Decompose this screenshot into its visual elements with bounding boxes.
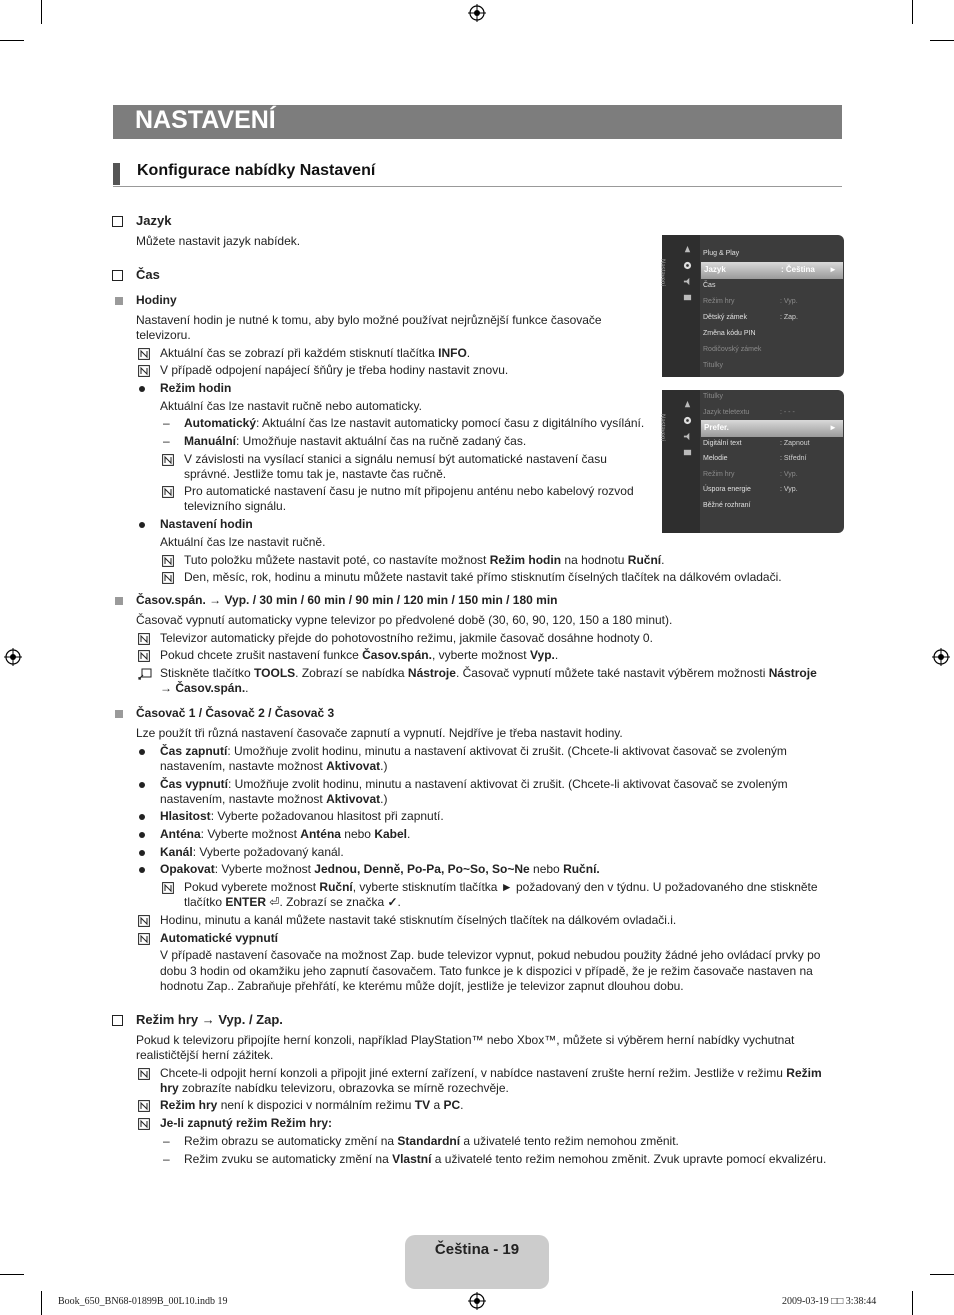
text-line: Pokud chcete zrušit nastavení funkce Časov.spán., vyberte možnost Vyp.. [160,648,559,662]
crop-mark [930,1274,954,1275]
menu-item-value: : Vyp. [780,470,798,478]
crop-mark [41,1291,42,1315]
dash-bullet-icon: – [163,1134,170,1148]
dot-bullet-icon [139,832,145,838]
menu-item-value: : Čeština [781,265,815,274]
text-line: V případě odpojení napájecí šňůry je třeba hodiny nastavit znovu. [160,363,509,377]
arrow-right-icon: ► [829,423,837,432]
note-icon [162,881,174,893]
menu-sidebar [662,235,700,377]
note-icon [138,1067,150,1079]
page-title-bar [113,105,842,139]
menu-item-label: Změna kódu PIN [703,330,756,337]
registration-mark-icon [4,648,22,666]
text-line: Režim hry není k dispozici v normálním režimu TV a PC. [160,1098,464,1112]
text-line: Čas [136,267,160,282]
note-icon [138,932,150,944]
text-line: Pokud k televizoru připojíte herní konzoli, například PlayStation™ nebo Xbox™, můžete si výběrem herní nabídky vychutnat [136,1033,795,1047]
text-line: Automatické vypnutí [160,931,279,945]
menu-item-label: Režim hry [703,470,735,478]
text-line: Nastavení hodin [160,517,253,531]
dot-bullet-icon [139,386,145,392]
text-line: Aktuální čas lze nastavit ručně. [160,535,326,549]
menu-item-label: Běžné rozhraní [703,501,751,509]
text-line: Anténa: Vyberte možnost Anténa nebo Kabel. [160,827,411,841]
text-line: Den, měsíc, rok, hodinu a minutu můžete nastavit také přímo stisknutím číselných tlačítek na dálkovém ovladači. [184,570,782,584]
note-icon [162,453,174,465]
picture-icon [683,245,692,254]
page-number-tab [405,1235,549,1289]
text-line: hodnotu Zap.. Zabraňuje přehřátí, ke kterému může dojít, jestliže je televizor zapnut dlouhou dobu. [160,979,684,993]
menu-item-label: Rodičovský zámek [703,346,762,353]
crop-mark [0,40,24,41]
section-heading [113,160,842,187]
arrow-right-icon: ► [829,265,837,274]
note-icon [138,347,150,359]
menu-item-label: Plug & Play [703,250,740,257]
dot-bullet-icon [139,814,145,820]
checkbox-bullet-icon [112,216,123,227]
text-line: Čas zapnutí: Umožňuje zvolit hodinu, minutu a nastavení aktivovat či zrušit. (Chcete-li aktivovat časovač se zvoleným [160,744,787,758]
text-line: Režim hodin [160,381,232,395]
menu-item-value: : - - - [780,408,795,416]
text-line: Režim obrazu se automaticky změní na Standardní a uživatelé tento režim nemohou změnit. [184,1134,679,1148]
text-line: nastavením, nastavte možnost Aktivovat.) [160,759,388,773]
text-line: Pokud vyberete možnost Ruční, vyberte stisknutím tlačítka ► požadovaný den v týdnu. U požadovaného dne stiskněte [184,880,818,894]
dash-bullet-icon: – [163,434,170,448]
dash-bullet-icon: – [163,416,170,430]
text-line: Manuální: Umožňuje nastavit aktuální čas na ručně zadaný čas. [184,434,527,448]
text-line: televizního signálu. [184,499,287,513]
text-line: Hodinu, minutu a kanál můžete nastavit také stisknutím číselných tlačítek na dálkovém ovladači.i. [160,913,677,927]
menu-item-value: : Vyp. [780,486,798,493]
setup-icon [683,416,692,425]
section-title: Konfigurace nabídky Nastavení [137,162,376,179]
text-line: Chcete-li odpojit herní konzoli a připojit jiné externí zařízení, v nabídce nastavení zrušte herní režim. Jestliže v režimu Režim [160,1066,822,1080]
text-line: Automatický: Aktuální čas lze nastavit automaticky pomocí času z digitálního vysílání. [184,416,645,430]
square-bullet-icon [115,710,123,718]
text-line: Hodiny [136,293,177,307]
menu-item-value: : Zap. [780,314,798,321]
text-line: dobu 3 hodin od okamžiku jeho zapnutí časovačem. Tato funkce je k dispozici v případě, že je režim časovače nastaven na [160,964,813,978]
menu-screenshot-preferences [659,390,844,533]
menu-highlight [701,420,843,437]
text-line: Časov.spán. → Vyp. / 30 min / 60 min / 90 min / 120 min / 150 min / 180 min [136,593,558,607]
note-icon [138,649,150,661]
dot-bullet-icon [139,850,145,856]
crop-mark [930,40,954,41]
text-line: Čas vypnutí: Umožňuje zvolit hodinu, minutu a nastavení aktivovat či zrušit. (Chcete-li aktivovat časovač se zvoleným [160,777,788,791]
menu-side-label: Nastavení [659,259,665,287]
square-bullet-icon [115,297,123,305]
sound-icon [683,432,692,441]
menu-sidebar [662,390,700,533]
registration-mark-icon [468,1292,486,1310]
text-line: Televizor automaticky přejde do pohotovostního režimu, jakmile časovač dosáhne hodnoty 0. [160,631,653,645]
text-line: V případě nastavení časovače na možnost Zap. bude televizor vypnut, pokud nebudou použity žádné jeho ovládací prvky po [160,948,821,962]
text-line: nastavením, nastavte možnost Aktivovat.) [160,792,388,806]
sound-icon [683,277,692,286]
menu-item-label: Digitální text [703,439,742,447]
dot-bullet-icon [139,867,145,873]
note-icon [162,571,174,583]
text-line: správné. Jestliže tomu tak je, nastavte čas ručně. [184,467,447,481]
dot-bullet-icon [139,782,145,788]
menu-item-label: Úspora energie [703,486,751,493]
note-icon [138,632,150,644]
crop-mark [41,0,42,24]
text-line: Aktuální čas se zobrazí při každém stisknutí tlačítka INFO. [160,346,471,360]
text-line: realističtější herní zážitek. [136,1048,274,1062]
menu-item-label: Dětský zámek [703,314,747,321]
text-line: hry zobrazíte nabídku televizoru, obrazovka se mírně rozechvěje. [160,1081,509,1095]
menu-item-value: : Vyp. [780,298,798,305]
text-line: Jazyk [136,213,172,228]
tools-icon [138,667,150,679]
menu-screenshot-language [659,235,844,377]
menu-highlight [701,262,843,279]
text-line: Tuto položku můžete nastavit poté, co nastavíte možnost Režim hodin na hodnotu Ruční. [184,553,665,567]
registration-mark-icon [468,4,486,22]
text-line: Můžete nastavit jazyk nabídek. [136,234,301,248]
dash-bullet-icon: – [163,1152,170,1166]
section-marker [113,163,120,185]
text-line: Kanál: Vyberte požadovaný kanál. [160,845,344,859]
print-info-right: 2009-03-19 □□ 3:38:44 [782,1296,877,1307]
text-line: Aktuální čas lze nastavit ručně nebo automaticky. [160,399,422,413]
dot-bullet-icon [139,522,145,528]
text-line: Časovač 1 / Časovač 2 / Časovač 3 [136,706,335,720]
menu-item-label: Prefer. [704,423,729,432]
menu-item-label: Titulky [703,393,723,400]
input-icon [683,448,692,457]
checkbox-bullet-icon [112,270,123,281]
note-icon [138,1099,150,1111]
square-bullet-icon [115,597,123,605]
text-line: Lze použít tři různá nastavení časovače zapnutí a vypnutí. Nejdříve je třeba nastavit hodiny. [136,726,623,740]
crop-mark [912,0,913,24]
menu-item-value: : Zapnout [780,439,810,447]
menu-item-label: Jazyk teletextu [703,408,750,416]
dot-bullet-icon [139,749,145,755]
menu-side-label: Nastavení [659,414,665,442]
text-line: Nastavení hodin je nutné k tomu, aby bylo možné používat nejrůznější funkce časovače [136,313,602,327]
text-line: V závislosti na vysílací stanici a signálu nemusí být automatické nastavení času [184,452,607,466]
menu-item-label: Čas [703,282,716,289]
text-line: Hlasitost: Vyberte požadovanou hlasitost při zapnutí. [160,809,444,823]
page-number: Čeština - 19 [434,1241,520,1258]
text-line: Režim hry → Vyp. / Zap. [136,1012,283,1027]
menu-item-label: Jazyk [704,265,726,274]
crop-mark [0,1274,24,1275]
text-line: Časovač vypnutí automaticky vypne televizor po předvolené době (30, 60, 90, 120, 150 a 180 minut). [136,613,673,627]
note-icon [162,554,174,566]
menu-item-label: Titulky [703,362,723,369]
text-line: → Časov.spán.. [160,681,249,695]
text-line: Pro automatické nastavení času je nutno mít připojenu anténu nebo kabelový rozvod [184,484,634,498]
text-line: Stiskněte tlačítko TOOLS. Zobrazí se nabídka Nástroje. Časovač vypnutí můžete také nastavit výběrem možnosti Nástroje [160,666,817,680]
menu-item-label: Režim hry [703,298,735,305]
checkbox-bullet-icon [112,1015,123,1026]
registration-mark-icon [932,648,950,666]
setup-icon [683,261,692,270]
text-line: Opakovat: Vyberte možnost Jednou, Denně, Po-Pa, Po~So, So~Ne nebo Ruční. [160,862,600,876]
note-icon [138,914,150,926]
text-line: Režim zvuku se automaticky změní na Vlastní a uživatelé tento režim nemohou změnit. Zvuk upravte pomocí ekvalizéru. [184,1152,827,1166]
note-icon [138,1117,150,1129]
text-line: tlačítko ENTER ⏎. Zobrazí se značka ✓. [184,895,401,909]
menu-item-value: : Střední [780,455,807,462]
page-title: NASTAVENÍ [135,106,276,134]
crop-mark [912,1291,913,1315]
text-line: Je-li zapnutý režim Režim hry: [160,1116,333,1130]
note-icon [162,485,174,497]
text-line: televizoru. [136,328,191,342]
picture-icon [683,400,692,409]
note-icon [138,364,150,376]
menu-item-label: Melodie [703,455,728,462]
print-info-left: Book_650_BN68-01899B_00L10.indb 19 [58,1296,228,1307]
input-icon [683,293,692,302]
